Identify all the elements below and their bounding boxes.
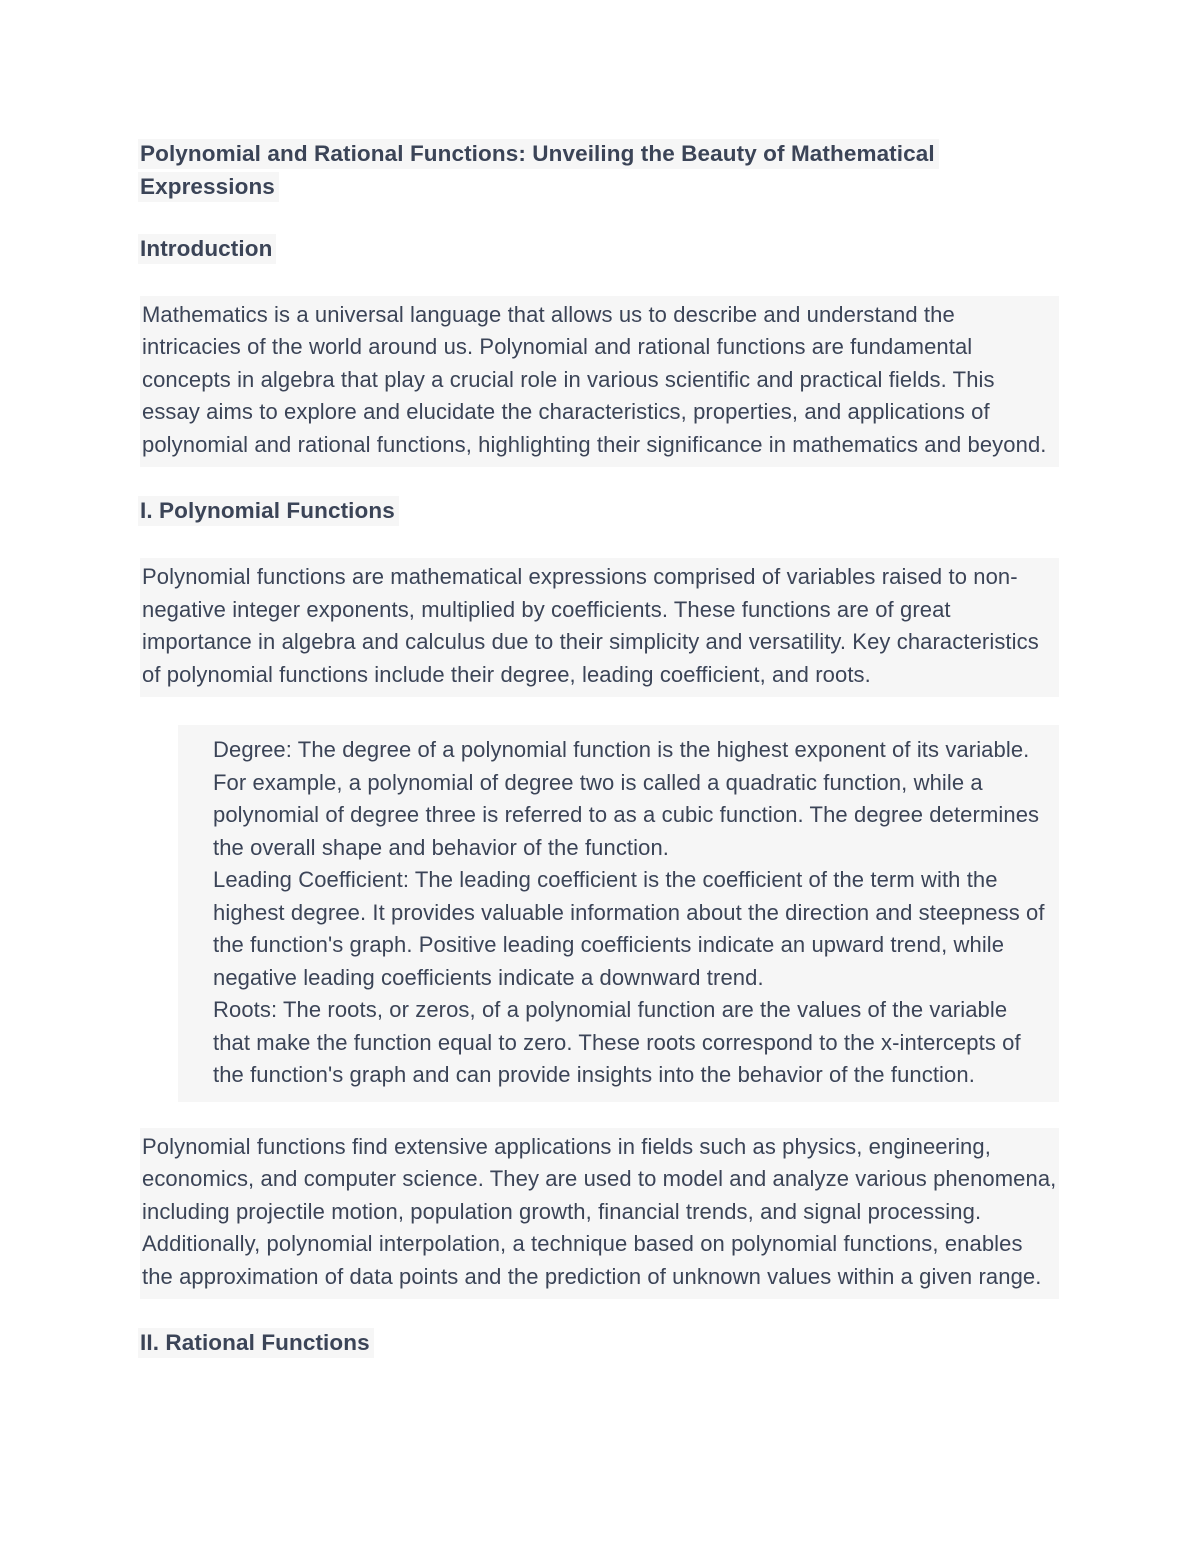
section-heading-rational-functions-text: II. Rational Functions <box>138 1328 374 1358</box>
document-title <box>140 138 1059 203</box>
paragraph-polynomial-applications: Polynomial functions find extensive applications in fields such as physics, engineering, economics, and computer science. They are used to model and analyze various phenomena, including projectile motion, population growth, financial trends, and signal processing. Additionally, polynomial interpolation, a technique based on polynomial functions, enables the approximation of data points and the prediction of unknown values within a given range. <box>140 1128 1059 1300</box>
blockquote-item-roots: Roots: The roots, or zeros, of a polynomial function are the values of the variable that make the function equal to zero. These roots correspond to the x-intercepts of the function's graph and can provide insights into the behavior of the function. <box>213 997 1021 1087</box>
paragraph-polynomial-overview: Polynomial functions are mathematical expressions comprised of variables raised to non-negative integer exponents, multiplied by coefficients. These functions are of great importance in algebra and calculus due to their simplicity and versatility. Key characteristics of polynomial functions include their degree, leading coefficient, and roots. <box>140 558 1059 697</box>
section-heading-polynomial-functions <box>140 495 1059 528</box>
section-heading-introduction <box>140 233 1059 266</box>
section-heading-polynomial-functions-text: I. Polynomial Functions <box>138 496 399 526</box>
blockquote-polynomial-characteristics <box>178 725 1059 1102</box>
section-heading-rational-functions <box>140 1327 1059 1360</box>
blockquote-item-degree: Degree: The degree of a polynomial function is the highest exponent of its variable. For example, a polynomial of degree two is called a quadratic function, while a polynomial of degree three is referred to as a cubic function. The degree determines the overall shape and behavior of the function. <box>213 737 1040 860</box>
section-heading-introduction-text: Introduction <box>138 234 276 264</box>
document-title-text: Polynomial and Rational Functions: Unveiling the Beauty of Mathematical Expressions <box>138 139 939 202</box>
paragraph-introduction: Mathematics is a universal language that allows us to describe and understand the intricacies of the world around us. Polynomial and rational functions are fundamental concepts in algebra that play a crucial role in various scientific and practical fields. This essay aims to explore and elucidate the characteristics, properties, and applications of polynomial and rational functions, highlighting their significance in mathematics and beyond. <box>140 296 1059 468</box>
blockquote-item-leading-coefficient: Leading Coefficient: The leading coefficient is the coefficient of the term with the highest degree. It provides valuable information about the direction and steepness of the function's graph. Positive leading coefficients indicate an upward trend, while negative leading coefficients indicate a downward trend. <box>213 867 1045 990</box>
